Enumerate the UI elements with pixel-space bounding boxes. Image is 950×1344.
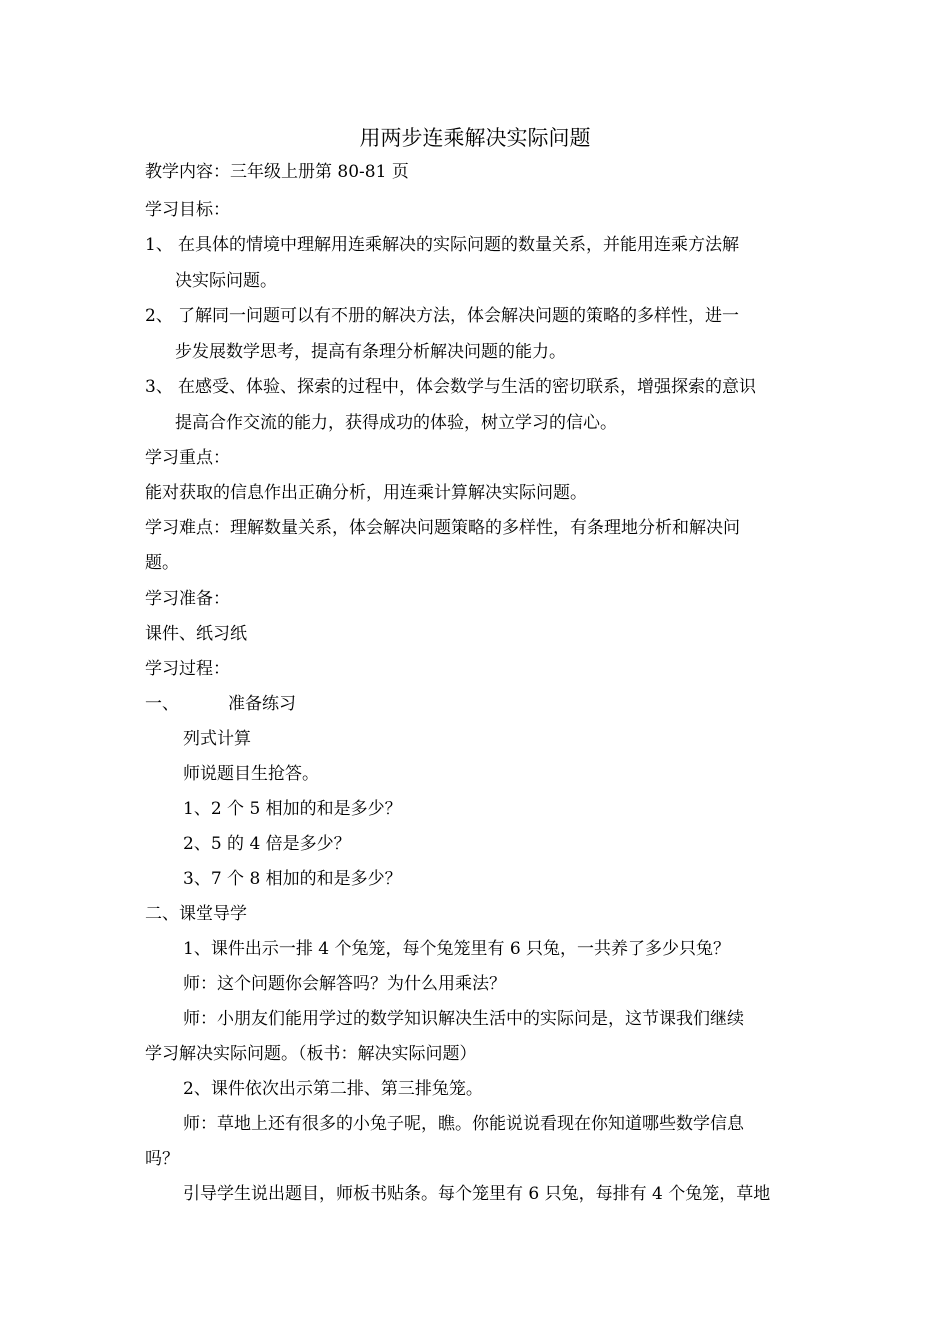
objective-2-cont: 步发展数学思考，提高有条理分析解决问题的能力。: [175, 342, 566, 362]
key-text: 能对获取的信息作出正确分析，用连乘计算解决实际问题。: [145, 483, 587, 503]
s2-line: 2、课件依次出示第二排、第三排兔笼。: [183, 1079, 483, 1099]
objective-number: 3、: [145, 377, 173, 397]
objective-3-cont: 提高合作交流的能力，获得成功的体验，树立学习的信心。: [175, 413, 617, 433]
section-1-heading: [145, 693, 810, 715]
objective-text: 在具体的情境中理解用连乘解决的实际问题的数量关系，并能用连乘方法解: [178, 235, 739, 255]
s2-line: 引导学生说出题目，师板书贴条。每个笼里有 6 只兔，每排有 4 个兔笼，草地: [183, 1184, 771, 1204]
s2-line: 1、课件出示一排 4 个兔笼，每个兔笼里有 6 只兔，一共养了多少只兔？: [183, 939, 731, 959]
objective-number: 1、: [145, 235, 173, 255]
section-label: 准备练习: [228, 694, 296, 714]
s2-line-cont: 吗？: [145, 1149, 179, 1169]
s1-line: 师说题目生抢答。: [183, 764, 319, 784]
objective-text: 了解同一问题可以有不册的解决方法，体会解决问题的策略的多样性，进一: [178, 306, 739, 326]
objective-text: 在感受、体验、探索的过程中，体会数学与生活的密切联系，增强探索的意识: [178, 377, 756, 397]
section-2-heading: 二、课堂导学: [145, 904, 247, 924]
objectives-heading: 学习目标：: [145, 200, 230, 220]
s1-line: 2、5 的 4 倍是多少？: [183, 834, 351, 854]
s2-line: 师：草地上还有很多的小兔子呢，瞧。你能说说看现在你知道哪些数学信息: [183, 1114, 744, 1134]
prep-heading: 学习准备：: [145, 589, 230, 609]
section-number: 一、: [145, 694, 179, 714]
process-heading: 学习过程：: [145, 659, 230, 679]
key-heading: 学习重点：: [145, 448, 230, 468]
s2-line: 师：小朋友们能用学过的数学知识解决生活中的实际问是，这节课我们继续: [183, 1009, 744, 1029]
s2-line: 师：这个问题你会解答吗？为什么用乘法？: [183, 974, 506, 994]
difficulty-line: 学习难点：理解数量关系，体会解决问题策略的多样性，有条理地分析和解决问: [145, 518, 740, 538]
objective-1: [145, 234, 810, 256]
difficulty-line-cont: 题。: [145, 553, 179, 573]
objective-1-cont: 决实际问题。: [175, 271, 277, 291]
page-title: 用两步连乘解决实际问题: [359, 126, 591, 150]
s1-line: 3、7 个 8 相加的和是多少？: [183, 869, 402, 889]
s1-line: 1、2 个 5 相加的和是多少？: [183, 799, 402, 819]
objective-2: [145, 305, 810, 327]
content-line: 教学内容：三年级上册第 80-81 页: [145, 162, 409, 182]
s1-line: 列式计算: [183, 729, 251, 749]
objective-number: 2、: [145, 306, 173, 326]
prep-text: 课件、纸习纸: [145, 624, 247, 644]
s2-line-cont: 学习解决实际问题。（板书：解决实际问题）: [145, 1044, 477, 1064]
objective-3: [145, 376, 810, 398]
